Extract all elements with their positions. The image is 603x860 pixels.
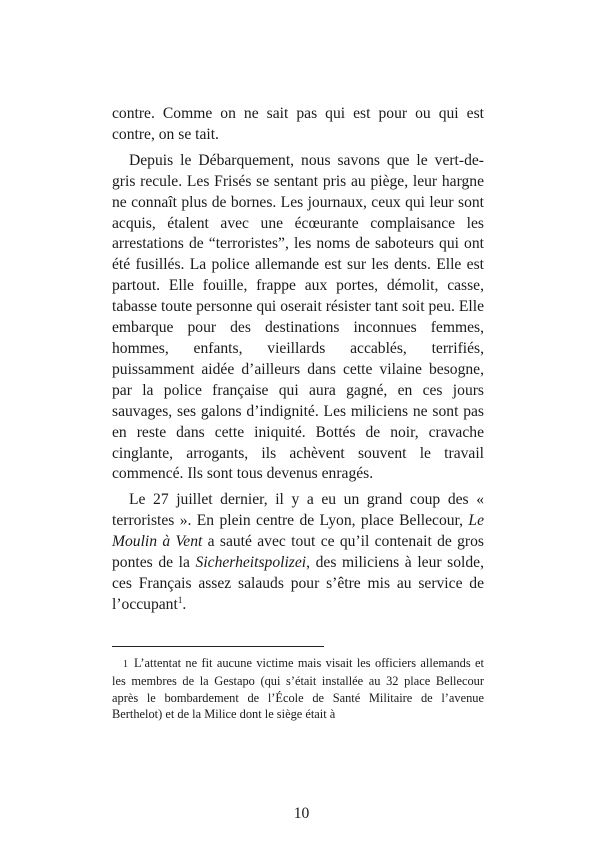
footnote-text: L’attentat ne fit aucune victime mais visait les officiers allemands et les membres de la Gestapo (qui s’était installée au 32 place Bellecour après le bombardement de l’École de Santé Militaire de l’avenue Berthelot) et de la Milice dont le siège était à: [112, 656, 484, 722]
page-number: 10: [293, 805, 310, 822]
text-segment: a sauté avec tout ce qu’il contenait de gros pontes de la: [112, 533, 484, 572]
text-segment: Depuis le Débarquement, nous savons que le vert-de-gris recule. Les Frisés se sentant pris au piège, leur hargne ne connaît plus de bornes. Les journaux, ceux qui leur sont acquis, étalent avec une écœurante complaisance les arrestations de “terroristes”, les noms de saboteurs qui ont été fusillés. La police allemande est sur les dents. Elle est partout. Elle fouille, frappe aux portes, démolit, casse, tabasse toute personne qui oserait résister tant soit peu. Elle embarque pour des destinations inconnues femmes, hommes, enfants, vieillards accablés, terrifiés, puissamment aidée d’ailleurs dans cette vilaine besogne, par la police française qui aura gagné, en ces jours sauvages, ses galons d’indignité. Les miliciens ne sont pas en reste dans cette iniquité. Bottés de noir, cravache cinglante, arrogants, ils achèvent souvent le travail commencé. Ils sont tous devenus enragés.: [112, 151, 484, 483]
footnote: [112, 655, 484, 723]
paragraph: [112, 104, 484, 146]
paragraph: [112, 151, 484, 486]
text-segment: Le 27 juillet dernier, il y a eu un grand coup des « terroristes ». En plein centre de Lyon, place Bellecour,: [112, 491, 484, 530]
footnote-separator: [112, 646, 324, 647]
footnote-number: 1: [123, 659, 128, 670]
text-segment: .: [182, 595, 187, 613]
italic-text: Sicherheitspolizei: [195, 554, 307, 572]
paragraph: [112, 490, 484, 615]
footnote-paragraph: [112, 655, 484, 723]
body-text: [112, 104, 484, 616]
italic-text: Le Moulin à Vent: [112, 512, 484, 551]
footnote-reference: 1: [177, 594, 183, 605]
text-segment: contre. Comme on ne sait pas qui est pour ou qui est contre, on se tait.: [112, 105, 484, 143]
text-segment: , des miliciens à leur solde, ces Français assez salauds pour s’être mis au service de l’occupant: [112, 554, 484, 613]
